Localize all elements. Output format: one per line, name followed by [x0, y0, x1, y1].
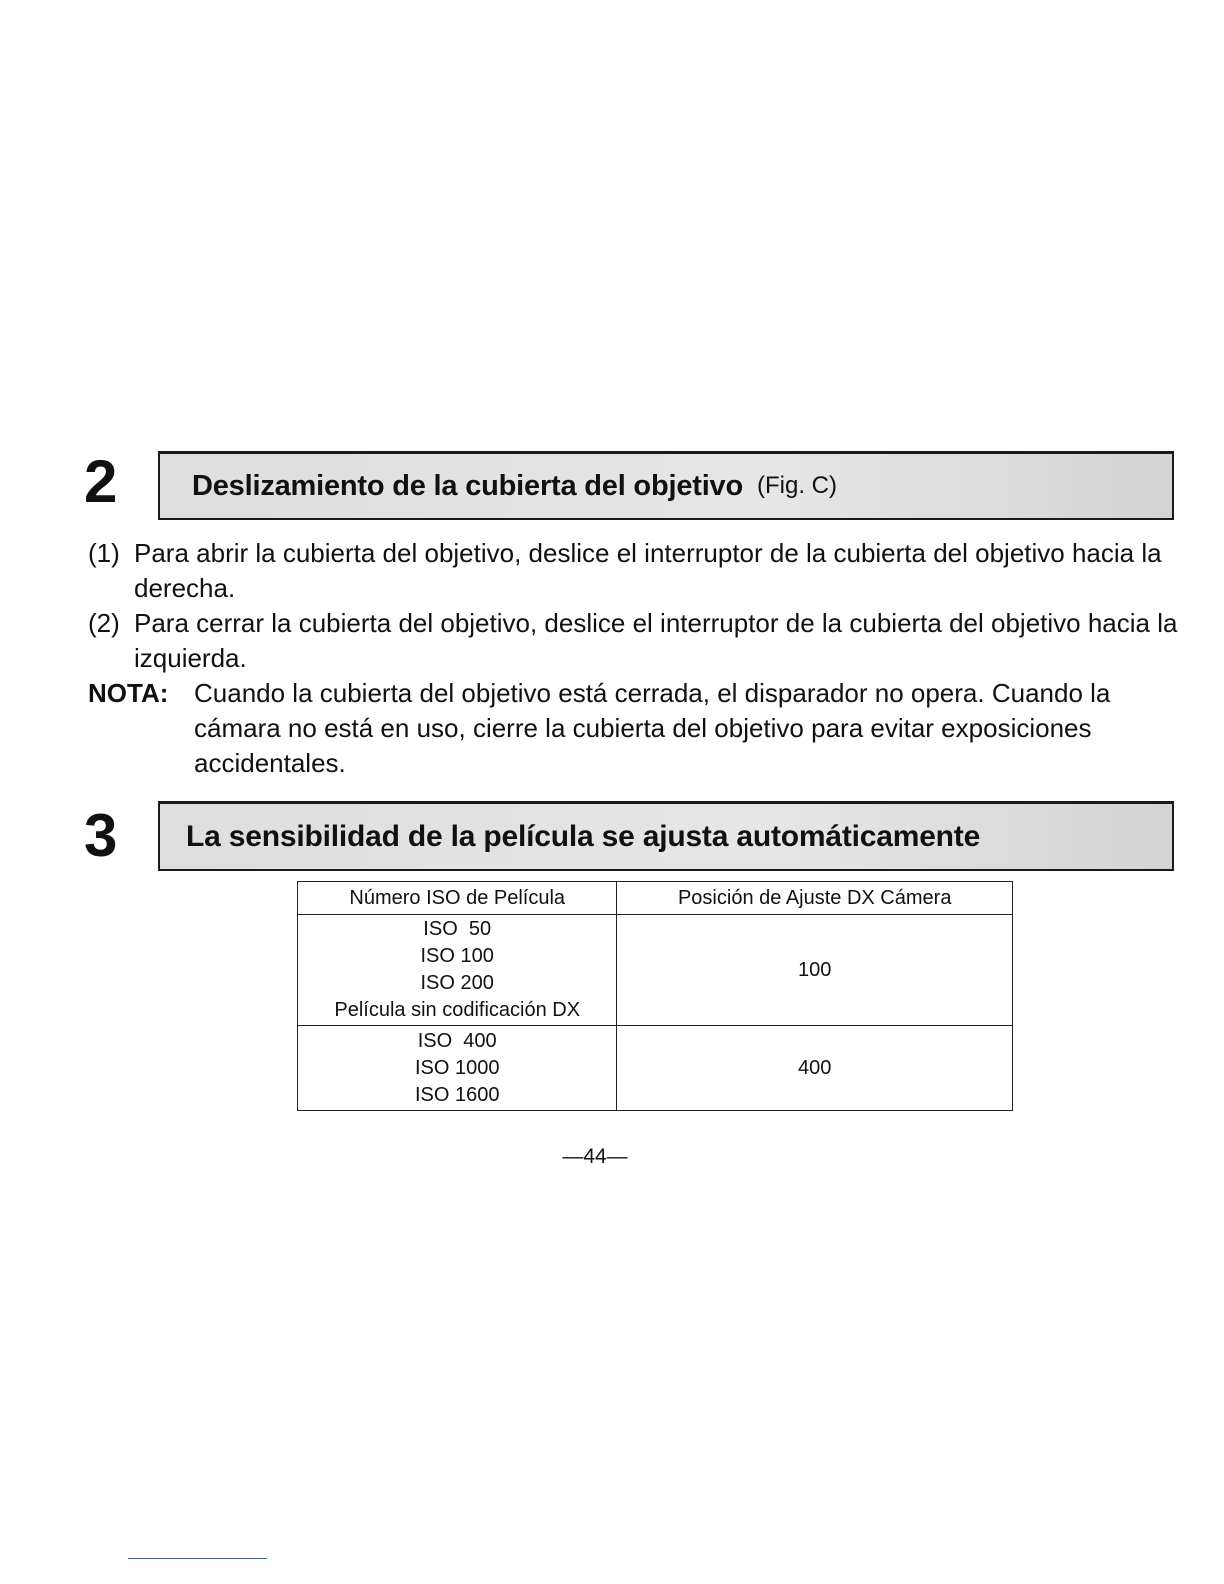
list-item: [88, 536, 1178, 606]
section-2-title: Deslizamiento de la cubierta del objetivo: [192, 469, 743, 502]
footer-rule: [128, 1558, 267, 1559]
iso-value: ISO 1000: [414, 1056, 500, 1079]
table-header-row: [298, 882, 1013, 915]
note-text: Cuando la cubierta del objetivo está cerrada, el disparador no opera. Cuando la cámara no está en uso, cierre la cubierta del objetivo para evitar exposiciones accidentales.: [194, 678, 1111, 778]
column-header-iso: Número ISO de Película: [298, 882, 617, 915]
section-2-header: [158, 451, 1174, 520]
item-number: (1): [88, 538, 120, 568]
iso-value: ISO 400: [417, 1029, 497, 1052]
iso-value: ISO 1600: [414, 1083, 500, 1106]
list-item: [88, 606, 1178, 676]
iso-table: [297, 881, 1013, 1111]
item-text: Para cerrar la cubierta del objetivo, deslice el interruptor de la cubierta del objetivo hacia la izquierda.: [134, 608, 1178, 673]
column-header-dx: Posición de Ajuste DX Cámera: [617, 882, 1013, 915]
section-3-title: La sensibilidad de la película se ajusta automáticamente: [186, 819, 981, 853]
iso-value: Película sin codificación DX: [334, 999, 581, 1021]
dx-setting-cell: 100: [617, 915, 1013, 1026]
iso-values-cell: [298, 1026, 617, 1111]
iso-value: ISO 50: [423, 918, 492, 940]
item-text: Para abrir la cubierta del objetivo, deslice el interruptor de la cubierta del objetivo hacia la derecha.: [134, 538, 1162, 603]
item-number: (2): [88, 608, 120, 638]
section-3-header: [158, 801, 1174, 871]
iso-values-cell: [298, 915, 617, 1026]
section-3-number: 3: [84, 802, 118, 869]
page-number: —44—: [562, 1145, 628, 1168]
iso-value: ISO 200: [420, 972, 494, 994]
dx-setting-cell: 400: [617, 1026, 1013, 1111]
section-2-number: 2: [84, 448, 118, 515]
note: [88, 676, 1178, 781]
section-2-fig-ref: (Fig. C): [757, 472, 837, 499]
table-row: [298, 915, 1013, 1026]
note-label: NOTA:: [88, 678, 169, 708]
iso-value: ISO 100: [420, 945, 494, 967]
table-row: [298, 1026, 1013, 1111]
